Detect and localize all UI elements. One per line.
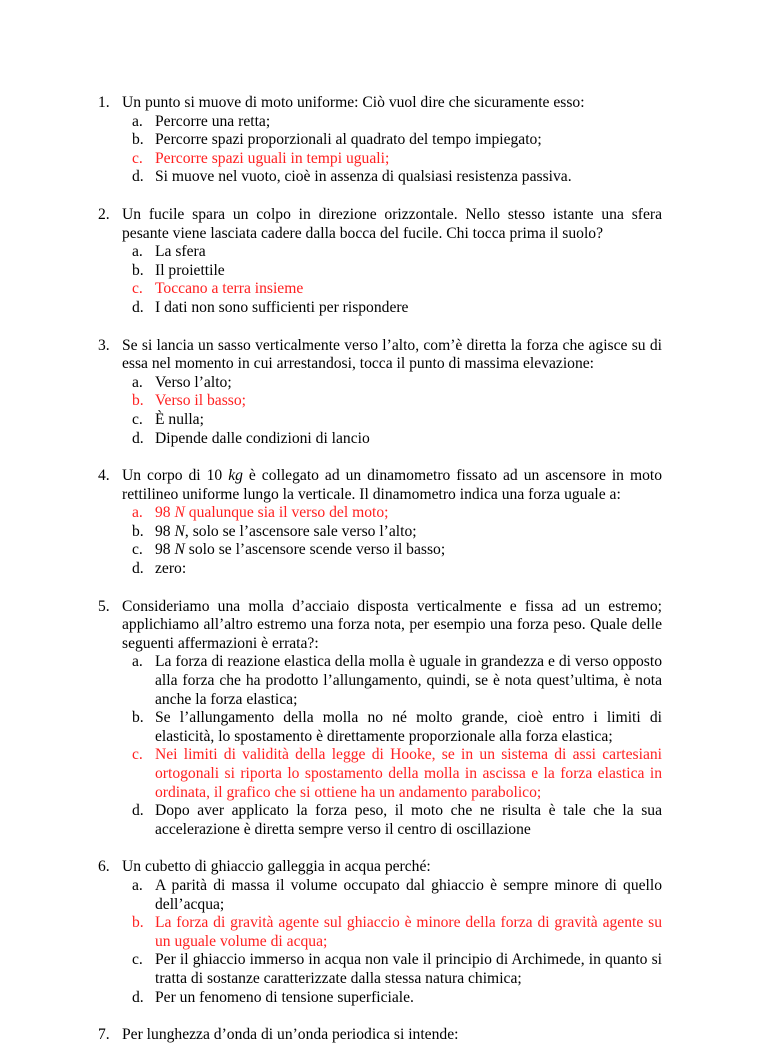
answer-d [132,430,662,449]
answer-letter: a. [132,653,143,671]
answer-letter: d. [132,168,144,186]
question-text: Un cubetto di ghiaccio galleggia in acqua perché: [122,858,431,876]
answer-d [132,560,662,579]
answer-a-correct [132,504,662,523]
answer-text: Se l’allungamento della molla no né molto grande, cioè entro i limiti di elasticità, lo spostamento è direttamente proporzionale alla forza elastica; [155,709,662,745]
answer-letter: c. [132,149,143,167]
text-part: Un corpo di 10 [122,467,229,485]
question-text: Un fucile spara un colpo in direzione orizzontale. Nello stesso istante una sfera pesante viene lasciata cadere dalla bocca del fucile. Chi tocca prima il suolo? [122,205,662,242]
answer-list [98,113,662,187]
answer-b [132,709,662,746]
answer-text: La forza di reazione elastica della molla è uguale in grandezza e di verso opposto alla forza che ha prodotto l’allungamento, quindi, se è nota quest’ultima, è nota anche la forza elastica; [155,653,662,708]
question-3 [98,337,662,449]
unit-n: N [174,504,185,522]
answer-letter: d. [132,298,144,316]
text-part: solo se l’ascensore scende verso il basso; [184,541,446,559]
answer-text: Percorre una retta; [155,112,271,130]
answer-text: zero: [155,560,187,578]
answer-text [155,523,662,542]
answer-letter: d. [132,429,144,447]
text-part: 98 [155,504,175,522]
answer-text: A parità di massa il volume occupato dal ghiaccio è sempre minore di quello dell’acqua; [155,876,662,913]
answer-a [132,374,662,393]
answer-b [132,523,662,542]
answer-letter: b. [132,392,144,410]
question-number: 4. [98,467,110,485]
answer-letter: a. [132,876,143,894]
answer-letter: a. [132,112,143,130]
question-4 [98,467,662,579]
answer-text: È nulla; [155,410,204,428]
question-number: 6. [98,858,110,876]
answer-text: Verso il basso; [155,392,246,410]
answer-letter: b. [132,131,144,149]
answer-text: Nei limiti di validità della legge di Hooke, se in un sistema di assi cartesiani ortogonali si riporta lo spostamento della molla in ascissa e la forza elastica in ordinata, il grafico che si ottiene ha un andamento parabolico; [155,746,662,801]
answer-letter: b. [132,261,144,279]
unit-kg: kg [228,467,243,485]
question-number: 2. [98,205,110,223]
answer-letter: d. [132,560,144,578]
answer-text: Dopo aver applicato la forza peso, il moto che ne risulta è tale che la sua accelerazione è diretta sempre verso il centro di oscillazione [155,802,662,838]
answer-letter: b. [132,709,144,727]
answer-a [132,113,662,132]
text-part: 98 [155,522,175,540]
question-6 [98,858,662,1007]
question-text [122,467,662,504]
answer-list [98,374,662,448]
answer-b [132,262,662,281]
question-text: Un punto si muove di moto uniforme: Ciò vuol dire che sicuramente esso: [122,94,585,111]
answer-letter: d. [132,988,144,1006]
answer-c-correct [132,280,662,299]
answer-c-correct [132,746,662,802]
answer-list [98,653,662,839]
answer-a [132,877,662,914]
answer-text: Il proiettile [155,261,225,279]
answer-text: Verso l’alto; [155,373,232,391]
answer-c [132,951,662,988]
answer-text: Dipende dalle condizioni di lancio [155,429,370,447]
question-number: 7. [98,1026,110,1044]
answer-list [98,504,662,578]
text-part: è collegato ad un dinamometro fissato ad un ascensore in moto rettilineo uniforme lungo la verticale. Il dinamometro indica una forza uguale a: [122,467,663,503]
answer-text [155,541,662,560]
unit-n: N [174,541,185,559]
answer-letter: b. [132,522,144,540]
answer-text: Percorre spazi uguali in tempi uguali; [155,149,390,167]
answer-letter: c. [132,541,143,559]
question-text: Se si lancia un sasso verticalmente verso l’alto, com’è diretta la forza che agisce su di essa nel momento in cui arrestandosi, tocca il punto di massima elevazione: [122,336,662,373]
answer-text: Toccano a terra insieme [155,280,304,298]
answer-c-correct [132,150,662,169]
answer-text: Percorre spazi proporzionali al quadrato del tempo impiegato; [155,131,542,149]
question-1 [98,94,662,187]
question-list [98,94,662,1064]
answer-letter: c. [132,280,143,298]
answer-text [155,504,662,523]
answer-letter: a. [132,243,143,261]
question-number: 3. [98,336,110,354]
answer-c [132,411,662,430]
answer-letter: d. [132,802,144,820]
answer-letter: b. [132,914,144,932]
answer-c [132,541,662,560]
answer-a [132,243,662,262]
answer-text: I dati non sono sufficienti per rispondere [155,298,409,316]
answer-list [98,243,662,317]
answer-text: La sfera [155,243,206,261]
question-2 [98,206,662,318]
answer-b [132,131,662,150]
question-number: 1. [98,94,110,111]
question-text: Per lunghezza d’onda di un’onda periodica si intende: [122,1026,459,1044]
answer-d [132,802,662,839]
text-part: qualunque sia il verso del moto; [184,504,389,522]
answer-b-correct [132,914,662,951]
unit-n: N [174,522,185,540]
question-5 [98,598,662,840]
text-part: , solo se l’ascensore sale verso l’alto; [184,522,417,540]
question-number: 5. [98,597,110,615]
answer-text: La forza di gravità agente sul ghiaccio è minore della forza di gravità agente su un uguale volume di acqua; [155,914,662,950]
answer-letter: c. [132,410,143,428]
question-text: Consideriamo una molla d’acciaio disposta verticalmente e fissa ad un estremo; applichiamo all’altro estremo una forza nota, per esempio una forza peso. Quale delle seguenti affermazioni è errata?: [122,597,662,652]
answer-letter: c. [132,951,143,969]
answer-d [132,168,662,187]
answer-d [132,299,662,318]
answer-b-correct [132,392,662,411]
answer-a [132,653,662,709]
question-7 [98,1026,662,1045]
answer-letter: a. [132,373,143,391]
answer-text: Per un fenomeno di tensione superficiale. [155,988,414,1006]
answer-d [132,989,662,1008]
answer-text: Si muove nel vuoto, cioè in assenza di qualsiasi resistenza passiva. [155,168,572,186]
answer-letter: a. [132,504,143,522]
answer-list [98,877,662,1007]
answer-text: Per il ghiaccio immerso in acqua non vale il principio di Archimede, in quanto si tratta di sostanze caratterizzate dalla stessa natura chimica; [155,951,662,987]
answer-letter: c. [132,746,143,764]
text-part: 98 [155,541,175,559]
